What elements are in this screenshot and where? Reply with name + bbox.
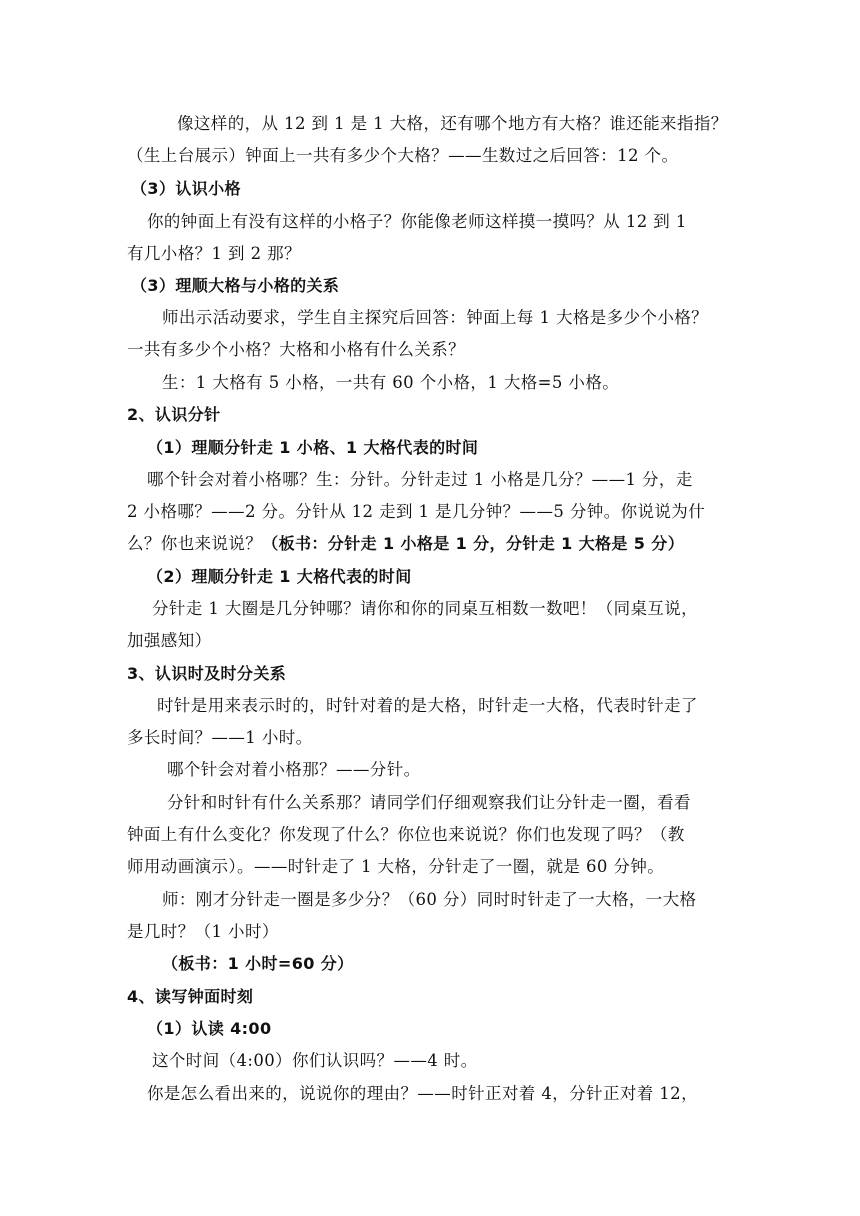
paragraph-line: 2 小格哪？——2 分。分针从 12 走到 1 是几分钟？——5 分钟。你说说为什 bbox=[127, 502, 706, 521]
paragraph-line: 加强感知） bbox=[127, 631, 212, 650]
paragraph-line: 你的钟面上有没有这样的小格子？你能像老师这样摸一摸吗？从 12 到 1 bbox=[147, 212, 687, 231]
paragraph-line: 哪个针会对着小格哪？生：分针。分针走过 1 小格是几分？——1 分，走 bbox=[147, 470, 693, 489]
subsection-heading: （1）理顺分针走 1 小格、1 大格代表的时间 bbox=[147, 438, 479, 457]
section-heading: 2、认识分针 bbox=[127, 405, 221, 424]
paragraph-line bbox=[127, 533, 684, 555]
board-note: （板书：1 小时=60 分） bbox=[162, 954, 354, 973]
paragraph-line: 分针和时针有什么关系那？请同学们仔细观察我们让分针走一圈，看看 bbox=[167, 793, 691, 812]
paragraph-line: 师用动画演示）。——时针走了 1 大格，分针走了一圈，就是 60 分钟。 bbox=[127, 857, 665, 876]
paragraph-line: 多长时间？——1 小时。 bbox=[127, 728, 313, 747]
paragraph-text: 么？你也来说说？ bbox=[127, 534, 263, 553]
paragraph-line: 师出示活动要求，学生自主探究后回答：钟面上每 1 大格是多少个小格？ bbox=[162, 308, 709, 327]
paragraph-line: 像这样的，从 12 到 1 是 1 大格，还有哪个地方有大格？谁还能来指指？ bbox=[177, 114, 728, 133]
paragraph-line: 一共有多少个小格？大格和小格有什么关系？ bbox=[127, 340, 465, 359]
paragraph-line: 分针走 1 大圈是几分钟哪？请你和你的同桌互相数一数吧！（同桌互说， bbox=[152, 599, 699, 618]
paragraph-line: 钟面上有什么变化？你发现了什么？你位也来说说？你们也发现了吗？（教 bbox=[127, 825, 685, 844]
section-heading: 4、读写钟面时刻 bbox=[127, 987, 254, 1006]
subsection-heading: （2）理顺分针走 1 大格代表的时间 bbox=[147, 567, 412, 586]
subsection-heading: （1）认读 4:00 bbox=[147, 1019, 272, 1038]
section-heading: （3）认识小格 bbox=[131, 179, 241, 198]
paragraph-line: 哪个针会对着小格那？——分针。 bbox=[167, 760, 421, 779]
board-note: （板书：分针走 1 小格是 1 分，分针走 1 大格是 5 分） bbox=[262, 534, 685, 553]
section-heading: （3）理顺大格与小格的关系 bbox=[131, 276, 340, 295]
paragraph-line: 是几时？（1 小时） bbox=[127, 922, 279, 941]
paragraph-line: 有几小格？1 到 2 那？ bbox=[127, 244, 301, 263]
paragraph-line: （生上台展示）钟面上一共有多少个大格？——生数过之后回答：12 个。 bbox=[127, 146, 679, 165]
paragraph-line: 师：刚才分针走一圈是多少分？（60 分）同时时针走了一大格，一大格 bbox=[162, 890, 697, 909]
paragraph-line: 你是怎么看出来的，说说你的理由？——时针正对着 4，分针正对着 12， bbox=[147, 1084, 698, 1103]
section-heading: 3、认识时及时分关系 bbox=[127, 664, 287, 683]
paragraph-line: 时针是用来表示时的，时针对着的是大格，时针走一大格，代表时针走了 bbox=[157, 696, 698, 715]
paragraph-line: 这个时间（4:00）你们认识吗？——4 时。 bbox=[152, 1051, 478, 1070]
paragraph-line: 生：1 大格有 5 小格，一共有 60 个小格，1 大格=5 小格。 bbox=[162, 373, 620, 392]
